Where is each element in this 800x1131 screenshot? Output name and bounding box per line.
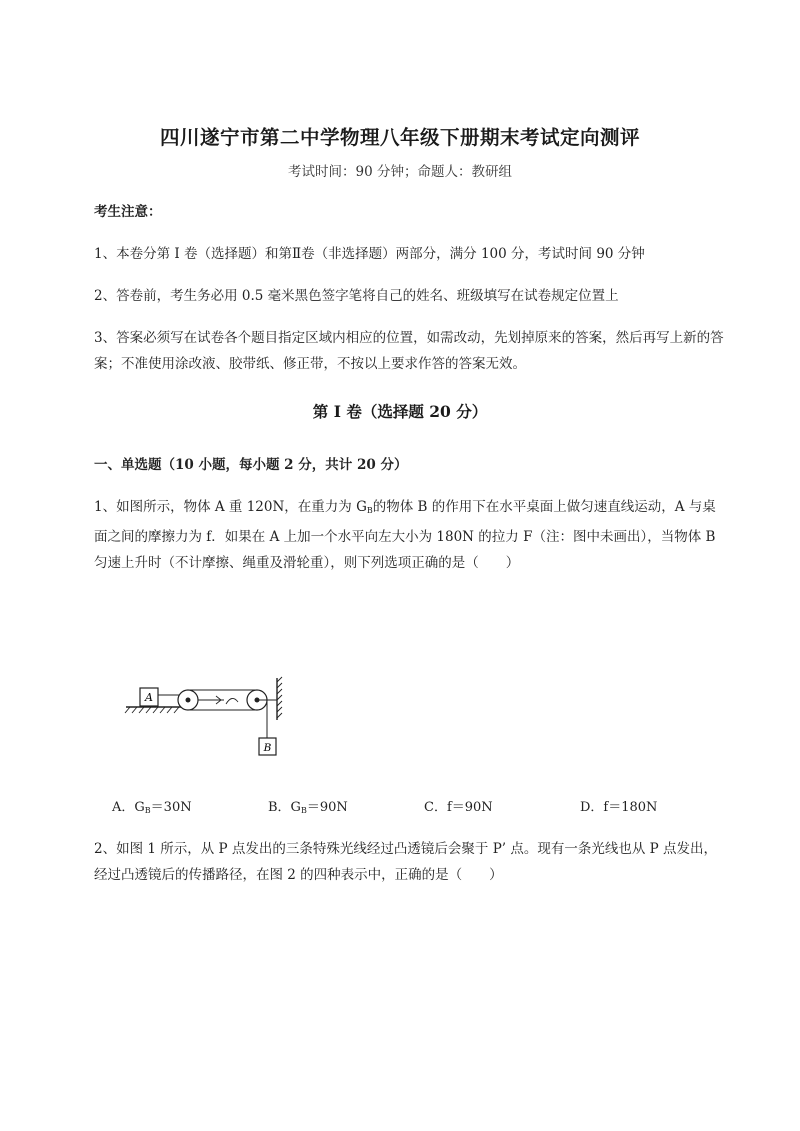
pulley-axle [186, 698, 191, 703]
section-title: 第 I 卷（选择题 20 分） [312, 402, 488, 421]
part-heading: 一、单选题（10 小题，每小题 2 分，共计 20 分） [94, 457, 408, 473]
option-text: ＝30N [150, 800, 192, 815]
notice-item-2: 2、答卷前，考生务必用 0.5 毫米黑色签字笔将自己的姓名、班级填写在试卷规定位置上 [94, 288, 619, 304]
question-number: 2、 [94, 841, 117, 857]
question-1 [94, 494, 724, 576]
option-text: A．G [112, 800, 145, 815]
option-c[interactable] [424, 796, 493, 815]
option-text: B．G [268, 800, 301, 815]
question-text: 如图所示，物体 A 重 120N，在重力为 G [116, 499, 367, 515]
notice-item-1: 1、本卷分第 I 卷（选择题）和第Ⅱ卷（非选择题）两部分，满分 100 分，考试时间 90 分钟 [94, 246, 645, 262]
option-a[interactable] [112, 796, 192, 815]
option-text: C．f＝90N [424, 800, 493, 815]
question-2 [94, 836, 724, 888]
subscript: B [300, 806, 307, 815]
question-text: 如图 1 所示，从 P 点发出的三条特殊光线经过凸透镜后会聚于 P’ 点。现有一条光线也从 P 点发出，经过凸透镜后的传播路径，在图 2 的四种表示中，正确的是（ ） [94, 841, 718, 883]
question-number: 1、 [94, 499, 117, 515]
subscript: B [144, 806, 151, 815]
wall-hatching [277, 677, 282, 718]
option-text: ＝90N [306, 800, 348, 815]
notice-item-3: 3、答案必须写在试卷各个题目指定区域内相应的位置，如需改动，先划掉原来的答案，然后再写上新的答案；不准使用涂改液、胶带纸、修正带，不按以上要求作答的答案无效。 [94, 330, 724, 372]
subscript: B [366, 506, 373, 515]
page-title: 四川遂宁市第二中学物理八年级下册期末考试定向测评 [159, 126, 640, 149]
option-d[interactable] [580, 796, 657, 815]
pulley-diagram [124, 676, 294, 766]
option-text: D．f＝180N [580, 800, 658, 815]
table-hatching [125, 707, 179, 713]
exam-info: 考试时间：90 分钟；命题人：教研组 [288, 164, 512, 180]
notice-heading: 考生注意： [94, 204, 162, 220]
block-a-label: A [145, 691, 153, 704]
question-text: 的物体 B 的作用下在水平桌面上做匀速直线运动，A 与桌面之间的摩擦力为 f．如果在 A 上加一个水平向左大小为 180N 的拉力 F（注：图中未画出），当物体 B 匀速上升时（不计摩擦、绳重及滑轮重），则下列选项正确的是（ ） [94, 499, 716, 571]
rope-loop [226, 698, 238, 704]
option-b[interactable] [268, 796, 348, 815]
block-b-label: B [263, 742, 272, 754]
